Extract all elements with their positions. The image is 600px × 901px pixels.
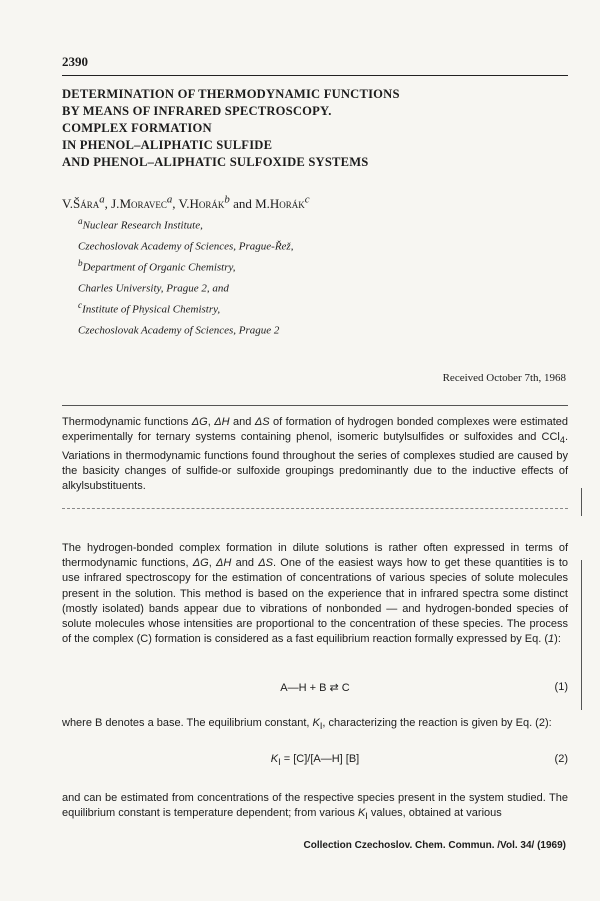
margin-mark — [581, 560, 582, 710]
abstract-bottom-rule — [62, 508, 568, 509]
title-line: AND PHENOL–ALIPHATIC SULFOXIDE SYSTEMS — [62, 155, 369, 169]
affiliation-line: Czechoslovak Academy of Sciences, Prague-Řež, — [78, 240, 294, 253]
author: V.Šára$^a$, — [62, 194, 112, 212]
affiliation-line: $^b$Department of Organic Chemistry, — [78, 257, 236, 274]
equation-number: (1) — [554, 681, 568, 693]
affiliation-line: Czechoslovak Academy of Sciences, Prague 2 — [78, 324, 280, 337]
page-number: 2390 — [62, 54, 88, 69]
received-date: Received October 7th, 1968 — [442, 372, 566, 384]
author: M.Horák$^c$ — [255, 194, 310, 212]
author: J.Moravec$^a$, — [111, 194, 179, 212]
affiliation-line: Charles University, Prague 2, and — [78, 282, 229, 295]
abstract-top-rule — [62, 405, 568, 406]
body-paragraph: where B denotes a base. The equilibrium constant, $K_I$, characterizing the reaction is given by Eq. (2): — [62, 717, 552, 732]
intro-paragraph: The hydrogen-bonded complex formation in dilute solutions is rather often expressed in terms of thermodynamic functions, ΔG, ΔH and ΔS. One of the easiest ways how to get these quantities is to use infrared spectroscopy for the estimation of concentrations of various species of solute molecules present in the solution. This method is based on the experience that in infrared spectra some distinct (mostly isolated) bands appear due to vibrations of nonbonded — and hydrogen-bonded species of solute molecules whose intensities are proportional to the concentration of these species. The process of the complex (C) formation is considered as a fast equilibrium reaction formally expressed by Eq. (1): — [62, 542, 569, 646]
title-line: COMPLEX FORMATION — [62, 121, 212, 135]
equation-1 — [62, 681, 568, 697]
margin-mark — [581, 488, 582, 516]
affiliation-line: $^c$Institute of Physical Chemistry, — [78, 299, 221, 316]
title-line: DETERMINATION OF THERMODYNAMIC FUNCTIONS — [62, 87, 400, 101]
body-paragraph: and can be estimated from concentrations of the respective species present in the system studied. The equilibrium constant is temperature dependent; from various $K_I$ values, obtained at various — [62, 792, 568, 822]
affiliation-line: $^a$Nuclear Research Institute, — [78, 216, 203, 232]
header-rule — [62, 75, 568, 76]
equation-2 — [62, 753, 568, 769]
abstract: Thermodynamic functions ΔG, ΔH and ΔS of formation of hydrogen bonded complexes were estimated experimentally for ternary systems containing phenol, isomeric butylsulfides or sulfoxides and CCl$_4$. Variations in thermodynamic functions found throughout the series of complexes studied are caused by the basicity changes of sulfide-or sulfoxide groupings predominantly due to the inductive effects of alkylsubstituents. — [62, 416, 568, 492]
equation-expression: $K_I$ = [C]/[A—H] [B] — [270, 753, 360, 768]
affiliations — [78, 213, 293, 339]
equation-expression: A—H + B ⇄ C — [280, 682, 350, 694]
author: V.Horák$^b$ and — [178, 194, 256, 212]
equation-number: (2) — [554, 753, 568, 765]
title-line: BY MEANS OF INFRARED SPECTROSCOPY. — [62, 104, 332, 118]
author-list — [62, 194, 310, 212]
title-line: IN PHENOL–ALIPHATIC SULFIDE — [62, 138, 273, 152]
article-title — [62, 86, 562, 171]
journal-footer: Collection Czechoslov. Chem. Commun. /Vol. 34/ (1969) — [303, 840, 566, 851]
